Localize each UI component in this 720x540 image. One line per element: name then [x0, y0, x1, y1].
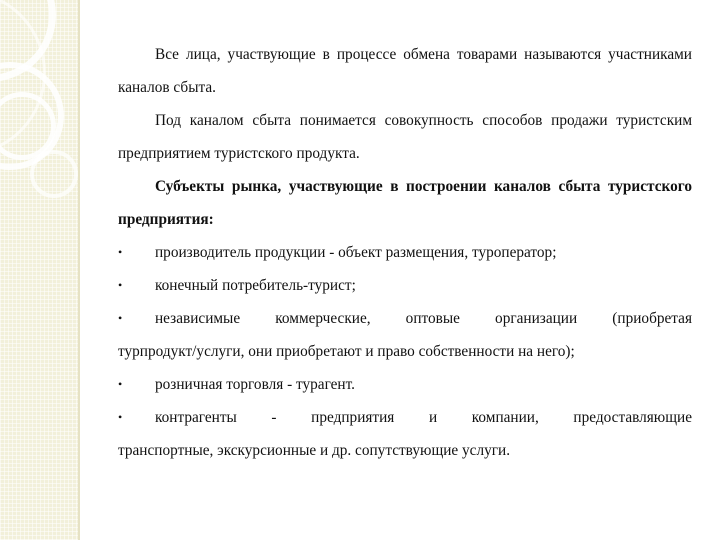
- list-item: [118, 401, 692, 467]
- bullet-marker: •: [118, 311, 123, 325]
- list-item-text: контрагенты - предприятия и компании, предоставляющие: [155, 409, 692, 426]
- bullet-marker: •: [118, 410, 123, 424]
- list-item-text: производитель продукции - объект размещения, туроператор;: [155, 244, 557, 261]
- section-heading: Субъекты рынка, участвующие в построении каналов сбыта туристского предприятия:: [118, 178, 692, 228]
- document-body: [118, 38, 692, 467]
- list-item-continuation: турпродукт/услуги, они приобретают и право собственности на него);: [118, 343, 575, 360]
- list-item: [118, 269, 692, 302]
- list-item-continuation: транспортные, экскурсионные и др. сопутствующие услуги.: [118, 442, 511, 459]
- swirl-ornament: [30, 150, 78, 198]
- sidebar-divider: [78, 0, 80, 540]
- list-item: [118, 302, 692, 368]
- paragraph: Под каналом сбыта понимается совокупность способов продажи туристским предприятием туристского продукта.: [118, 112, 692, 162]
- paragraph: Все лица, участвующие в процессе обмена товарами называются участниками каналов сбыта.: [118, 46, 692, 96]
- list-item-text: конечный потребитель-турист;: [155, 277, 356, 294]
- list-item-text: независимые коммерческие, оптовые организации (приобретая: [155, 310, 692, 327]
- bullet-marker: •: [118, 278, 123, 292]
- list-item: [118, 368, 692, 401]
- decorative-sidebar: [0, 0, 78, 540]
- list-item-text: розничная торговля - турагент.: [155, 376, 355, 393]
- bullet-marker: •: [118, 377, 123, 391]
- list-item: [118, 236, 692, 269]
- bullet-marker: •: [118, 245, 123, 259]
